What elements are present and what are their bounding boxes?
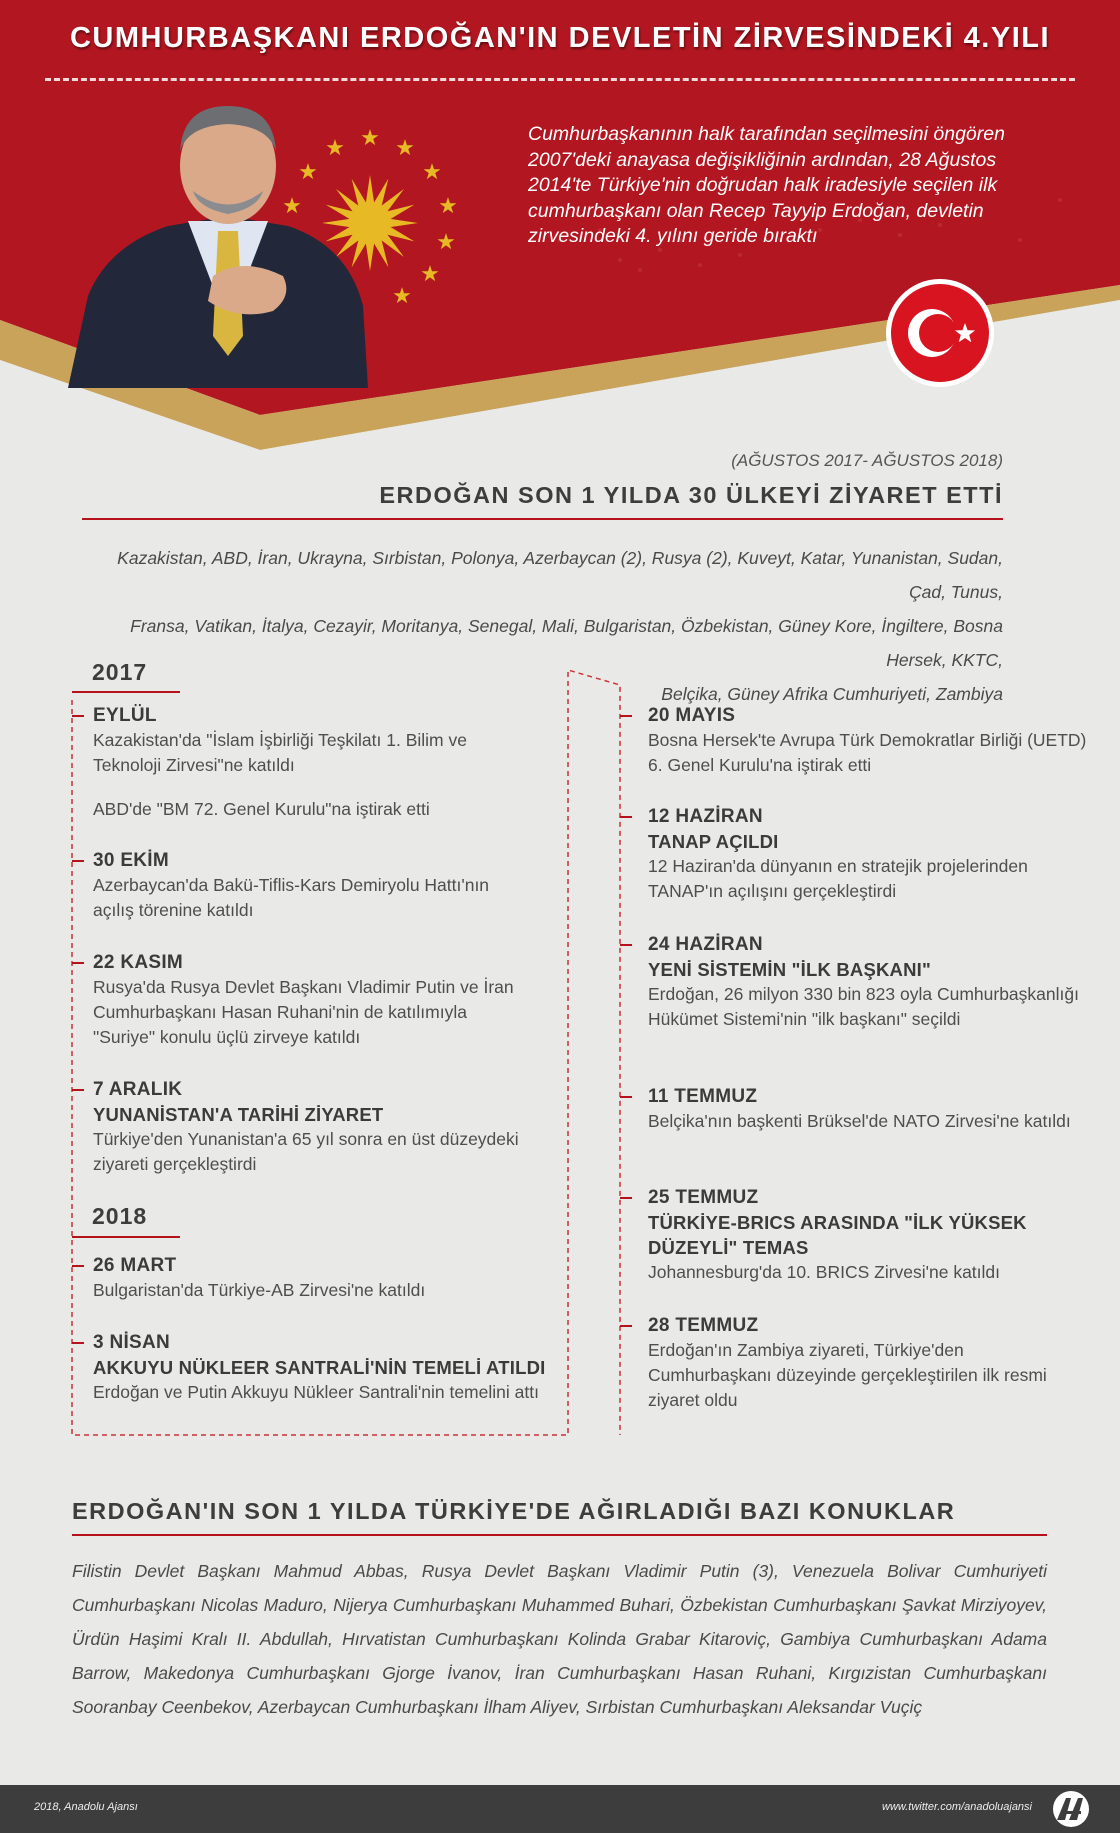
svg-text:★: ★ xyxy=(282,194,302,219)
countries-line: Fransa, Vatikan, İtalya, Cezayir, Moritanya, Senegal, Mali, Bulgaristan, Özbekistan, Güney Kore, İngiltere, Bosna Hersek, KKTC, xyxy=(130,616,1003,670)
event-date: 20 MAYIS xyxy=(648,705,736,726)
visits-divider xyxy=(82,518,1003,520)
president-portrait xyxy=(68,96,388,388)
timeline-event-25-temmuz xyxy=(648,1185,1088,1285)
event-text: Belçika'nın başkenti Brüksel'de NATO Zirvesi'ne katıldı xyxy=(648,1111,1071,1131)
timeline-event-26-mart xyxy=(93,1253,533,1303)
event-date: EYLÜL xyxy=(93,705,157,726)
event-text: Bosna Hersek'te Avrupa Türk Demokratlar Birliği (UETD) 6. Genel Kurulu'na iştirak etti xyxy=(648,730,1087,775)
event-headline: AKKUYU NÜKLEER SANTRALİ'NİN TEMELİ ATILDI xyxy=(93,1357,546,1378)
event-date: 26 MART xyxy=(93,1255,177,1276)
event-text: ABD'de "BM 72. Genel Kurulu"na iştirak etti xyxy=(93,799,430,819)
countries-line: Belçika, Güney Afrika Cumhuriyeti, Zambiya xyxy=(661,684,1003,704)
footer-twitter-link[interactable]: www.twitter.com/anadoluajansi xyxy=(882,1801,1032,1813)
timeline-event-28-temmuz xyxy=(648,1313,1088,1413)
event-text: Türkiye'den Yunanistan'a 65 yıl sonra en üst düzeydeki ziyareti gerçekleştirdi xyxy=(93,1129,519,1174)
timeline-event-12-haziran xyxy=(648,804,1088,904)
event-date: 24 HAZİRAN xyxy=(648,934,763,955)
period-label: (AĞUSTOS 2017- AĞUSTOS 2018) xyxy=(731,451,1003,470)
timeline-event-eylul xyxy=(93,703,533,778)
svg-text:★: ★ xyxy=(422,160,442,185)
event-text: Bulgaristan'da Türkiye-AB Zirvesi'ne katıldı xyxy=(93,1280,426,1300)
svg-text:★: ★ xyxy=(420,262,440,287)
page-title: CUMHURBAŞKANI ERDOĞAN'IN DEVLETİN ZİRVESİNDEKİ 4.YILI xyxy=(69,22,1051,54)
event-text: Rusya'da Rusya Devlet Başkanı Vladimir Putin ve İran Cumhurbaşkanı Hasan Ruhani'nin de katılımıyla "Suriye" konulu üçlü zirveye katıldı xyxy=(93,977,514,1047)
event-date: 3 NİSAN xyxy=(93,1332,171,1353)
event-text: Erdoğan'ın Zambiya ziyareti, Türkiye'den Cumhurbaşkanı düzeyinde gerçekleştirilen ilk resmi ziyaret oldu xyxy=(648,1340,1047,1410)
event-text: Erdoğan ve Putin Akkuyu Nükleer Santrali'nin temelini attı xyxy=(93,1382,539,1402)
year-2018: 2018 xyxy=(92,1203,148,1229)
event-date: 28 TEMMUZ xyxy=(648,1315,759,1336)
event-date: 30 EKİM xyxy=(93,850,170,871)
event-headline: TANAP AÇILDI xyxy=(648,831,779,852)
timeline-event-7-aralik xyxy=(93,1077,533,1177)
event-date: 7 ARALIK xyxy=(93,1079,183,1100)
timeline-event-abd xyxy=(93,797,533,822)
footer-bar xyxy=(0,1785,1120,1833)
event-text: 12 Haziran'da dünyanın en stratejik projelerinden TANAP'ın açılışını gerçekleştirdi xyxy=(648,856,1028,901)
timeline-event-20-mayis xyxy=(648,703,1088,778)
svg-text:★: ★ xyxy=(438,194,458,219)
guests-divider xyxy=(72,1534,1047,1536)
title-divider xyxy=(45,78,1075,81)
event-date: 25 TEMMUZ xyxy=(648,1187,759,1208)
event-date: 22 KASIM xyxy=(93,952,184,973)
timeline-event-11-temmuz xyxy=(648,1084,1088,1134)
visits-heading: ERDOĞAN SON 1 YILDA 30 ÜLKEYİ ZİYARET ETTİ xyxy=(379,482,1003,508)
svg-text:★: ★ xyxy=(360,126,380,151)
year-2017: 2017 xyxy=(92,659,148,685)
svg-text:★: ★ xyxy=(392,284,412,309)
event-date: 12 HAZİRAN xyxy=(648,806,763,827)
guests-heading: ERDOĞAN'IN SON 1 YILDA TÜRKİYE'DE AĞIRLADIĞI BAZI KONUKLAR xyxy=(72,1498,956,1524)
svg-text:★: ★ xyxy=(298,160,318,185)
turkish-flag-icon xyxy=(885,278,995,388)
event-headline: YENİ SİSTEMİN "İLK BAŞKANI" xyxy=(648,959,931,980)
timeline-event-3-nisan xyxy=(93,1330,553,1405)
event-text: Kazakistan'da "İslam İşbirliği Teşkilatı 1. Bilim ve Teknoloji Zirvesi"ne katıldı xyxy=(93,730,467,775)
event-headline: TÜRKİYE-BRICS ARASINDA "İLK YÜKSEK DÜZEYLİ" TEMAS xyxy=(648,1212,1027,1258)
event-text: Erdoğan, 26 milyon 330 bin 823 oyla Cumhurbaşkanlığı Hükümet Sistemi'nin "ilk başkanı" seçildi xyxy=(648,984,1079,1029)
intro-paragraph: Cumhurbaşkanının halk tarafından seçilmesini öngören 2007'deki anayasa değişikliğinin ardından, 28 Ağustos 2014'te Türkiye'nin doğrudan halk iradesiyle seçilen ilk cumhurbaşkanı olan Recep Tayyip Erdoğan, devletin zirvesindeki 4. yılını geride bıraktı xyxy=(528,123,1005,247)
event-headline: YUNANİSTAN'A TARİHİ ZİYARET xyxy=(93,1104,384,1125)
event-text: Johannesburg'da 10. BRICS Zirvesi'ne katıldı xyxy=(648,1262,1001,1282)
anadolu-agency-logo-icon xyxy=(1052,1790,1090,1828)
timeline-event-24-haziran xyxy=(648,932,1088,1032)
svg-text:★: ★ xyxy=(395,136,415,161)
footer-copyright: 2018, Anadolu Ajansı xyxy=(34,1801,138,1813)
svg-text:★: ★ xyxy=(325,136,345,161)
guests-list: Filistin Devlet Başkanı Mahmud Abbas, Rusya Devlet Başkanı Vladimir Putin (3), Venezuela Bolivar Cumhuriyeti Cumhurbaşkanı Nicolas Maduro, Nijerya Cumhurbaşkanı Muhammed Buhari, Özbekistan Cumhurbaşkanı Şavkat Mirziyoyev, Ürdün Haşimi Kralı II. Abdullah, Hırvatistan Cumhurbaşkanı Kolinda Grabar Kitaroviç, Gambiya Cumhurbaşkanı Adama Barrow, Makedonya Cumhurbaşkanı Gjorge İvanov, İran Cumhurbaşkanı Hasan Ruhani, Kırgızistan Cumhurbaşkanı Sooranbay Ceenbekov, Azerbaycan Cumhurbaşkanı İlham Aliyev, Sırbistan Cumhurbaşkanı Aleksandar Vuçiç xyxy=(72,1561,1047,1717)
timeline-event-30-ekim xyxy=(93,848,533,923)
timeline-event-22-kasim xyxy=(93,950,533,1050)
event-date: 11 TEMMUZ xyxy=(648,1086,758,1107)
event-text: Azerbaycan'da Bakü-Tiflis-Kars Demiryolu Hattı'nın açılış törenine katıldı xyxy=(93,875,490,920)
svg-text:★: ★ xyxy=(436,230,456,255)
countries-line: Kazakistan, ABD, İran, Ukrayna, Sırbistan, Polonya, Azerbaycan (2), Rusya (2), Kuveyt, Katar, Yunanistan, Sudan, Çad, Tunus, xyxy=(117,548,1003,602)
